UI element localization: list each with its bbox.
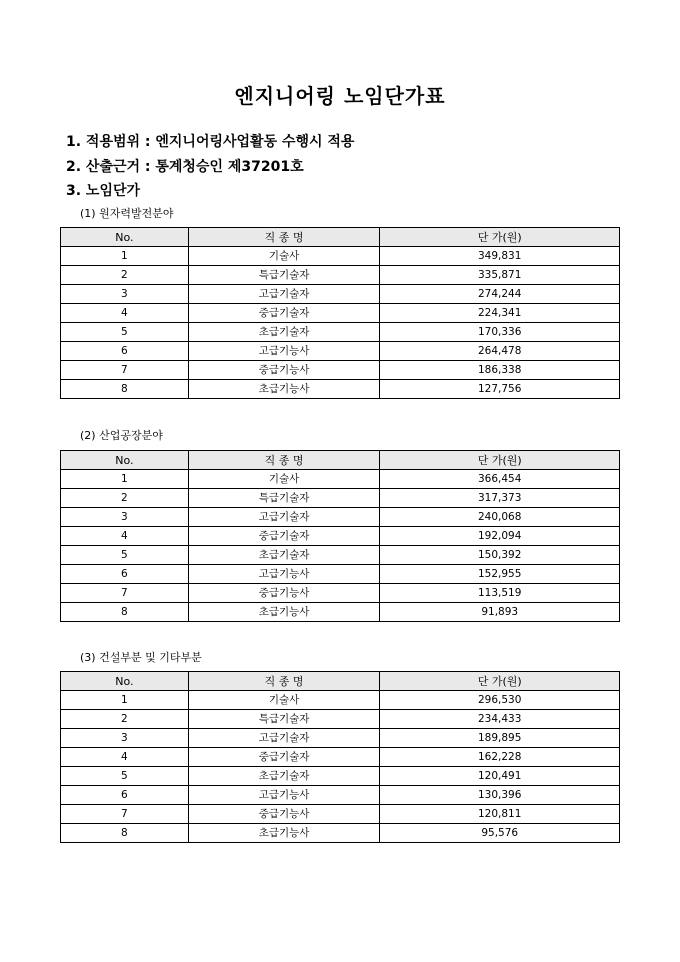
header-no: No. [61, 672, 189, 691]
cell-no: 5 [61, 767, 189, 786]
cell-job: 중급기술자 [188, 527, 380, 546]
table-row [61, 527, 620, 546]
cell-price: 224,341 [380, 304, 620, 323]
scope-heading: 1. 적용범위 : 엔지니어링사업활동 수행시 적용 [66, 134, 355, 150]
table-row [61, 342, 620, 361]
cell-price: 91,893 [380, 603, 620, 622]
cell-no: 2 [61, 266, 189, 285]
table-row [61, 805, 620, 824]
cell-job: 중급기능사 [188, 805, 380, 824]
table-header-row [61, 672, 620, 691]
table-row [61, 323, 620, 342]
cell-no: 8 [61, 603, 189, 622]
cell-job: 특급기술자 [188, 489, 380, 508]
cell-job: 고급기술자 [188, 729, 380, 748]
cell-no: 1 [61, 691, 189, 710]
table-row [61, 748, 620, 767]
cell-no: 4 [61, 527, 189, 546]
cell-no: 1 [61, 247, 189, 266]
cell-job: 기술사 [188, 691, 380, 710]
cell-no: 7 [61, 805, 189, 824]
wage-table-construction [60, 671, 620, 843]
table-header-row [61, 451, 620, 470]
table-row [61, 546, 620, 565]
cell-price: 162,228 [380, 748, 620, 767]
cell-price: 189,895 [380, 729, 620, 748]
header-no: No. [61, 451, 189, 470]
cell-price: 264,478 [380, 342, 620, 361]
cell-job: 중급기술자 [188, 748, 380, 767]
cell-price: 186,338 [380, 361, 620, 380]
cell-job: 고급기술자 [188, 285, 380, 304]
cell-job: 초급기술자 [188, 767, 380, 786]
cell-job: 중급기능사 [188, 584, 380, 603]
header-no: No. [61, 228, 189, 247]
cell-price: 240,068 [380, 508, 620, 527]
cell-no: 7 [61, 584, 189, 603]
cell-no: 4 [61, 304, 189, 323]
cell-job: 고급기능사 [188, 342, 380, 361]
cell-price: 152,955 [380, 565, 620, 584]
cell-no: 5 [61, 546, 189, 565]
table-row [61, 285, 620, 304]
header-job: 직 종 명 [188, 451, 380, 470]
cell-job: 초급기능사 [188, 603, 380, 622]
table-row [61, 361, 620, 380]
cell-job: 특급기술자 [188, 266, 380, 285]
table-row [61, 584, 620, 603]
cell-job: 기술사 [188, 470, 380, 489]
table-row [61, 489, 620, 508]
wage-heading: 3. 노임단가 [66, 183, 141, 199]
cell-no: 7 [61, 361, 189, 380]
cell-job: 고급기능사 [188, 565, 380, 584]
cell-no: 8 [61, 380, 189, 399]
cell-price: 130,396 [380, 786, 620, 805]
cell-no: 2 [61, 710, 189, 729]
cell-price: 335,871 [380, 266, 620, 285]
table-row [61, 304, 620, 323]
cell-no: 2 [61, 489, 189, 508]
page-title: 엔지니어링 노임단가표 [234, 84, 446, 108]
table-row [61, 786, 620, 805]
table-row [61, 380, 620, 399]
cell-no: 6 [61, 565, 189, 584]
cell-job: 초급기술자 [188, 323, 380, 342]
cell-job: 초급기능사 [188, 824, 380, 843]
header-price: 단 가(원) [380, 451, 620, 470]
cell-no: 6 [61, 342, 189, 361]
section-label-nuclear: (1) 원자력발전분야 [80, 207, 174, 220]
cell-no: 6 [61, 786, 189, 805]
header-price: 단 가(원) [380, 672, 620, 691]
cell-price: 113,519 [380, 584, 620, 603]
cell-job: 기술사 [188, 247, 380, 266]
cell-no: 3 [61, 285, 189, 304]
table-row [61, 603, 620, 622]
cell-no: 1 [61, 470, 189, 489]
table-header-row [61, 228, 620, 247]
cell-job: 특급기술자 [188, 710, 380, 729]
table-row [61, 729, 620, 748]
cell-price: 234,433 [380, 710, 620, 729]
table-row [61, 266, 620, 285]
wage-table-nuclear [60, 227, 620, 399]
cell-job: 중급기능사 [188, 361, 380, 380]
cell-no: 5 [61, 323, 189, 342]
cell-job: 초급기술자 [188, 546, 380, 565]
section-label-construction: (3) 건설부분 및 기타부분 [80, 651, 202, 664]
header-price: 단 가(원) [380, 228, 620, 247]
cell-price: 296,530 [380, 691, 620, 710]
cell-price: 366,454 [380, 470, 620, 489]
cell-no: 3 [61, 729, 189, 748]
cell-price: 317,373 [380, 489, 620, 508]
cell-price: 127,756 [380, 380, 620, 399]
table-row [61, 470, 620, 489]
table-row [61, 691, 620, 710]
header-job: 직 종 명 [188, 228, 380, 247]
cell-price: 95,576 [380, 824, 620, 843]
header-job: 직 종 명 [188, 672, 380, 691]
section-label-industrial: (2) 산업공장분야 [80, 429, 163, 442]
cell-no: 4 [61, 748, 189, 767]
table-row [61, 824, 620, 843]
cell-price: 349,831 [380, 247, 620, 266]
table-row [61, 508, 620, 527]
cell-job: 중급기술자 [188, 304, 380, 323]
cell-price: 120,491 [380, 767, 620, 786]
cell-job: 고급기술자 [188, 508, 380, 527]
cell-no: 8 [61, 824, 189, 843]
wage-table-industrial [60, 450, 620, 622]
table-row [61, 565, 620, 584]
cell-job: 고급기능사 [188, 786, 380, 805]
table-row [61, 767, 620, 786]
basis-heading: 2. 산출근거 : 통계청승인 제37201호 [66, 159, 304, 175]
table-row [61, 710, 620, 729]
cell-price: 192,094 [380, 527, 620, 546]
table-row [61, 247, 620, 266]
cell-price: 274,244 [380, 285, 620, 304]
cell-price: 150,392 [380, 546, 620, 565]
cell-price: 170,336 [380, 323, 620, 342]
cell-no: 3 [61, 508, 189, 527]
cell-price: 120,811 [380, 805, 620, 824]
cell-job: 초급기능사 [188, 380, 380, 399]
